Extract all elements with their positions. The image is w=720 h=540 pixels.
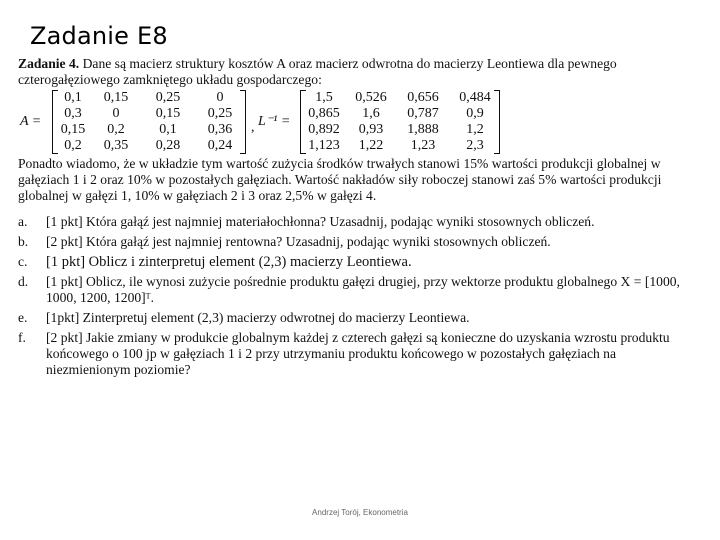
matrix-a-cell: 0 bbox=[112, 106, 120, 121]
slide-title: Zadanie E8 bbox=[30, 22, 168, 50]
matrix-l-cell: 1,5 bbox=[315, 90, 333, 105]
task-text: [2 pkt] Jakie zmiany w produkcie globalnym każdej z czterech gałęzi są konieczne do uzyskania wzrostu produktu końcowego o 100 jp w gałęziach 1 i 2 przy utrzymaniu produktu końcowego w pozostałych gałęziach na niezmienionym poziomie? bbox=[46, 330, 670, 377]
matrix-a-cell: 0,25 bbox=[155, 90, 181, 105]
task-letter: d. bbox=[18, 274, 29, 289]
task-item bbox=[18, 234, 698, 250]
matrix-l-cell: 0,787 bbox=[407, 106, 439, 121]
task-letter: b. bbox=[18, 234, 29, 249]
matrix-l-cell: 0,93 bbox=[358, 122, 384, 137]
task-letter: a. bbox=[18, 214, 28, 229]
matrix-l-cell: 1,888 bbox=[407, 122, 439, 137]
matrix-a-cell: 0,15 bbox=[155, 106, 181, 121]
problem-document bbox=[18, 56, 698, 382]
matrix-l-cell: 1,2 bbox=[466, 122, 484, 137]
matrix-a-label: A = bbox=[20, 114, 42, 129]
matrix-a-cell: 0,15 bbox=[103, 90, 129, 105]
task-item bbox=[18, 214, 698, 230]
matrix-a bbox=[52, 90, 246, 154]
matrix-a-row bbox=[53, 106, 245, 122]
task-item bbox=[18, 254, 698, 270]
matrix-a-cell: 0,25 bbox=[207, 106, 233, 121]
task-text: [1 pkt] Która gałąź jest najmniej materiałochłonna? Uzasadnij, podając wyniki stosownych obliczeń. bbox=[46, 214, 595, 229]
slide-footer: Andrzej Torój, Ekonometria bbox=[312, 508, 408, 517]
problem-intro bbox=[18, 56, 698, 88]
matrix-a-cell: 0,3 bbox=[64, 106, 82, 121]
matrix-a-cell: 0,24 bbox=[207, 138, 233, 153]
matrix-l-cell: 2,3 bbox=[466, 138, 484, 153]
task-item bbox=[18, 274, 698, 306]
matrix-a-cell: 0,1 bbox=[64, 90, 82, 105]
problem-intro-text: Dane są macierz struktury kosztów A oraz macierz odwrotna do macierzy Leontiewa dla pewnego czterogałęziowego zamkniętego układu gospodarczego: bbox=[18, 56, 617, 87]
matrix-l-row bbox=[301, 106, 499, 122]
matrix-l-row bbox=[301, 138, 499, 154]
matrix-l-cell: 1,23 bbox=[410, 138, 436, 153]
matrix-a-cell: 0,35 bbox=[103, 138, 129, 153]
matrix-a-cell: 0,28 bbox=[155, 138, 181, 153]
task-letter: f. bbox=[18, 330, 26, 345]
matrix-l-label: L⁻¹ = bbox=[258, 114, 291, 129]
task-text: [2 pkt] Która gałąź jest najmniej rentowna? Uzasadnij, podając wyniki stosownych obliczeń. bbox=[46, 234, 551, 249]
matrix-l-cell: 0,484 bbox=[459, 90, 491, 105]
matrix-a-cell: 0 bbox=[216, 90, 224, 105]
matrix-l-cell: 0,526 bbox=[355, 90, 387, 105]
task-item bbox=[18, 310, 698, 326]
matrix-l-cell: 1,123 bbox=[308, 138, 340, 153]
matrix-a-cell: 0,2 bbox=[64, 138, 82, 153]
matrix-l-cell: 1,6 bbox=[362, 106, 380, 121]
matrix-a-row bbox=[53, 122, 245, 138]
matrix-a-cell: 0,15 bbox=[60, 122, 86, 137]
matrix-a-cell: 0,2 bbox=[107, 122, 125, 137]
matrix-l-cell: 1,22 bbox=[358, 138, 384, 153]
matrix-a-row bbox=[53, 90, 245, 106]
matrices bbox=[18, 90, 698, 156]
task-text: [1pkt] Zinterpretuj element (2,3) macierzy odwrotnej do macierzy Leontiewa. bbox=[46, 310, 470, 325]
matrix-l-cell: 0,892 bbox=[308, 122, 340, 137]
task-item bbox=[18, 330, 698, 378]
matrix-a-cell: 0,1 bbox=[159, 122, 177, 137]
matrix-l-cell: 0,865 bbox=[308, 106, 340, 121]
matrix-separator: , bbox=[251, 120, 255, 135]
task-text: [1 pkt] Oblicz i zinterpretuj element (2,3) macierzy Leontiewa. bbox=[46, 254, 412, 270]
problem-label: Zadanie 4. bbox=[18, 56, 80, 71]
task-list bbox=[18, 214, 698, 378]
task-letter: c. bbox=[18, 254, 28, 269]
matrix-a-cell: 0,36 bbox=[207, 122, 233, 137]
matrix-l-cell: 0,656 bbox=[407, 90, 439, 105]
matrix-l-row bbox=[301, 90, 499, 106]
matrix-a-row bbox=[53, 138, 245, 154]
matrix-l-row bbox=[301, 122, 499, 138]
problem-paragraph: Ponadto wiadomo, że w układzie tym wartość zużycia środków trwałych stanowi 15% wartości produkcji globalnej w gałęziach 1 i 2 oraz 10% w pozostałych gałęziach. Wartość nakładów siły roboczej stanowi zaś 5% wartości produkcji globalnej w gałęzi 1, 10% w gałęziach 2 i 3 oraz 2,5% w gałęzi 4. bbox=[18, 156, 662, 203]
task-text: [1 pkt] Oblicz, ile wynosi zużycie pośrednie produktu gałęzi drugiej, przy wektorze produktu globalnego X = [1000, 1000, 1200, 1200]ᵀ. bbox=[46, 274, 680, 305]
task-letter: e. bbox=[18, 310, 28, 325]
matrix-l-inverse bbox=[300, 90, 500, 154]
matrix-l-cell: 0,9 bbox=[466, 106, 484, 121]
